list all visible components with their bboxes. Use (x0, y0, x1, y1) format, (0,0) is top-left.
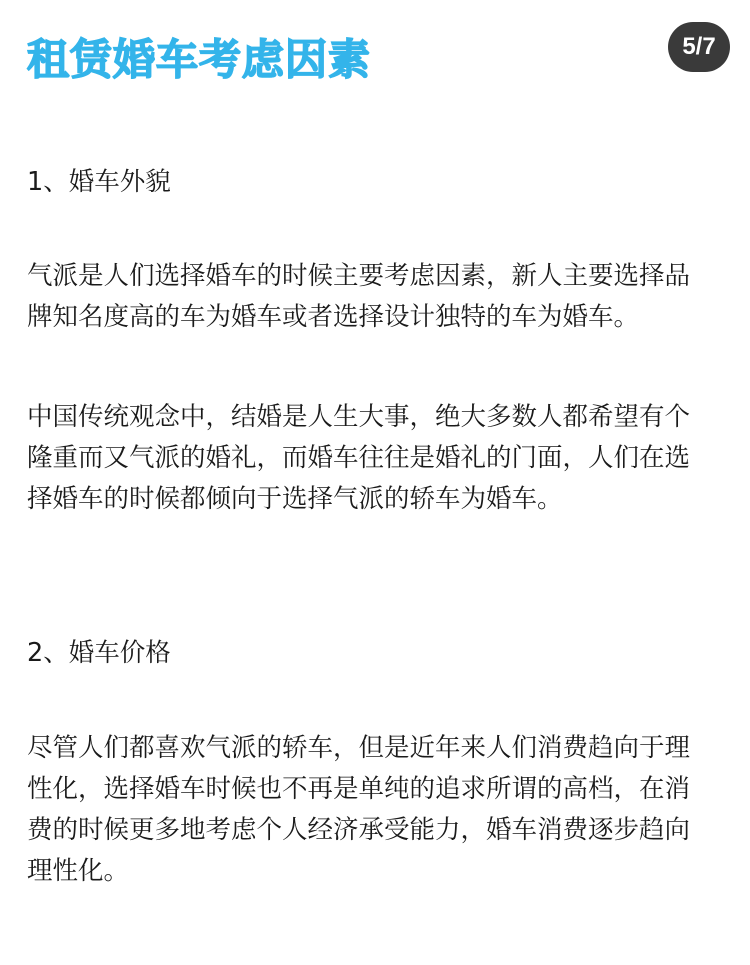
section-heading-appearance (27, 162, 727, 203)
section-heading: 2、婚车价格 (27, 638, 171, 668)
paragraph-line: 牌知名度高的车为婚车或者选择设计独特的车为婚车。 (27, 302, 640, 332)
paragraph-line: 隆重而又气派的婚礼，而婚车往往是婚礼的门面，人们在选 (27, 443, 691, 473)
section-heading: 1、婚车外貌 (27, 167, 171, 197)
paragraph-line: 性化，选择婚车时候也不再是单纯的追求所谓的高档，在消 (27, 774, 691, 804)
paragraph-line: 气派是人们选择婚车的时候主要考虑因素，新人主要选择品 (27, 261, 691, 291)
paragraph-appearance-1 (27, 256, 727, 338)
paragraph-line: 尽管人们都喜欢气派的轿车，但是近年来人们消费趋向于理 (27, 733, 691, 763)
page-title: 租赁婚车考虑因素 (27, 35, 372, 84)
section-heading-price (27, 633, 727, 674)
page-indicator-badge: 5/7 (668, 22, 730, 72)
paragraph-line: 择婚车的时候都倾向于选择气派的轿车为婚车。 (27, 484, 563, 514)
paragraph-appearance-2 (27, 397, 727, 520)
paragraph-line: 中国传统观念中，结婚是人生大事，绝大多数人都希望有个 (27, 402, 691, 432)
paragraph-line: 费的时候更多地考虑个人经济承受能力，婚车消费逐步趋向 (27, 815, 691, 845)
paragraph-line: 理性化。 (27, 856, 130, 886)
paragraph-price-1 (27, 728, 727, 892)
